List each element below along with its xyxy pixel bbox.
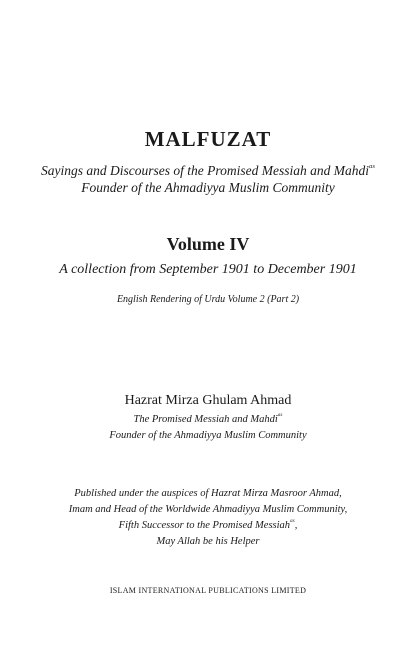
author-role-1 bbox=[0, 414, 416, 425]
author-role-1-honorific: as bbox=[277, 412, 283, 419]
publication-note-line-3-honorific: as bbox=[290, 518, 295, 525]
publication-note-line-3 bbox=[0, 520, 416, 531]
author-role-2: Founder of the Ahmadiyya Muslim Community bbox=[109, 430, 307, 441]
publisher-name: ISLAM INTERNATIONAL PUBLICATIONS LIMITED bbox=[109, 586, 307, 595]
publication-note-line-1: Published under the auspices of Hazrat Mirza Masroor Ahmad, bbox=[74, 488, 342, 499]
publication-note-line-4: May Allah be his Helper bbox=[156, 536, 260, 547]
volume-collection: A collection from September 1901 to December 1901 bbox=[59, 262, 357, 277]
publication-note-line-3-comma: , bbox=[294, 520, 298, 531]
author-role-1-text: The Promised Messiah and Mahdi bbox=[133, 414, 278, 425]
author-name: Hazrat Mirza Ghulam Ahmad bbox=[124, 393, 292, 408]
subtitle-line-1 bbox=[0, 163, 416, 179]
publication-note-line-3-text: Fifth Successor to the Promised Messiah bbox=[118, 520, 291, 531]
subtitle-line-1-text: Sayings and Discourses of the Promised Messiah and Mahdi bbox=[41, 163, 369, 178]
subtitle-line-2: Founder of the Ahmadiyya Muslim Community bbox=[81, 180, 335, 195]
publication-note-line-2: Imam and Head of the Worldwide Ahmadiyya Muslim Community, bbox=[68, 504, 348, 515]
volume-label: Volume IV bbox=[166, 234, 250, 254]
book-title: MALFUZAT bbox=[144, 127, 272, 151]
subtitle-line-1-honorific: as bbox=[368, 163, 375, 171]
volume-rendering: English Rendering of Urdu Volume 2 (Part 2) bbox=[116, 294, 300, 305]
